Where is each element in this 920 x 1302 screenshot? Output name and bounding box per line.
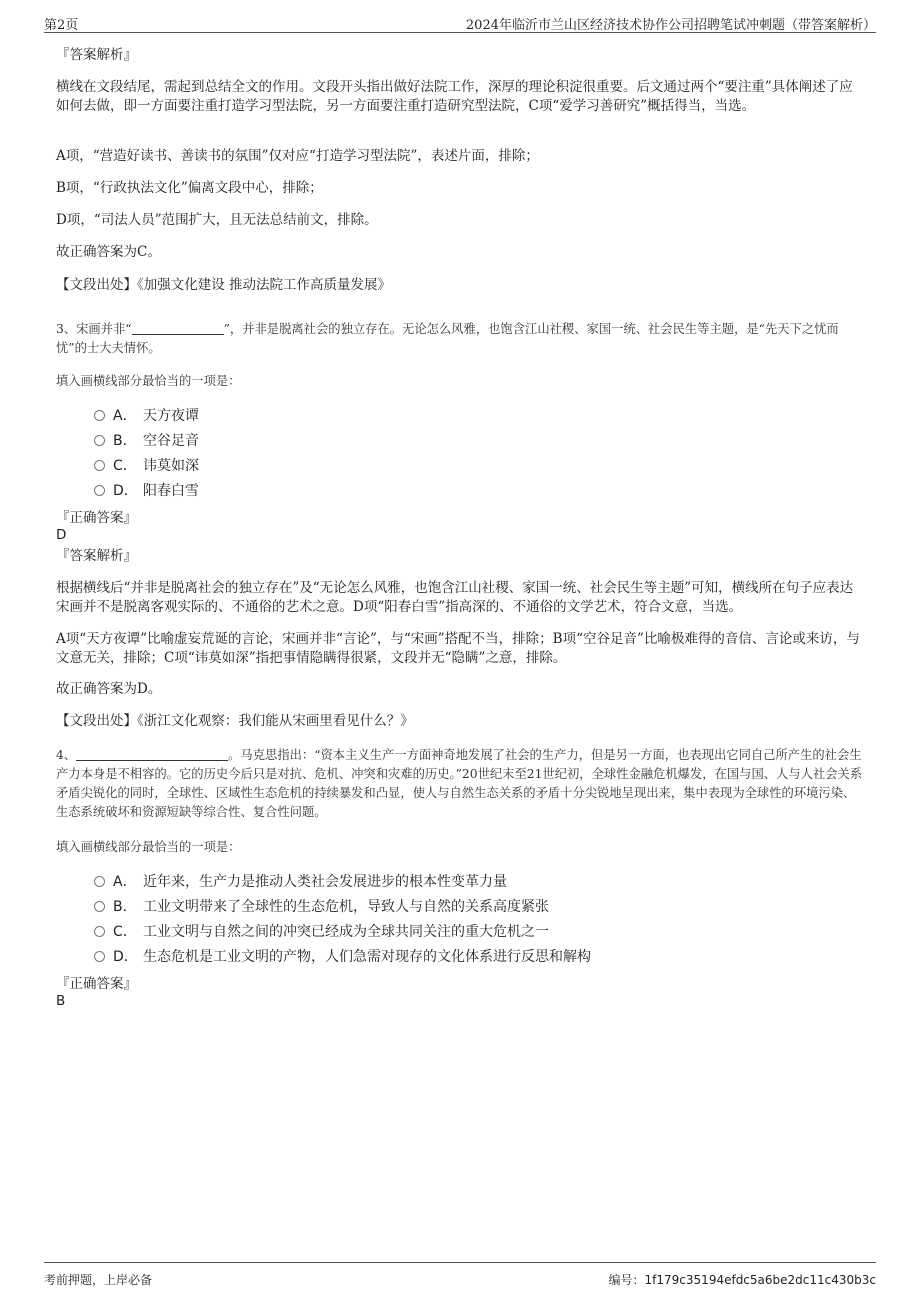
q3-option-a[interactable]: A． 天方夜谭 [94, 406, 199, 426]
q3-correct-label: 『正确答案』 [56, 510, 137, 526]
q3-option-d[interactable]: D． 阳春白雪 [94, 481, 199, 501]
page-header [44, 12, 876, 33]
radio-icon[interactable] [94, 876, 105, 887]
q2-option-d-explanation: D项，“司法人员”范围扩大，且无法总结前文，排除。 [56, 212, 378, 228]
q3-analysis-label: 『答案解析』 [56, 548, 137, 564]
q2-option-b-explanation: B项，“行政执法文化”偏离文段中心，排除； [56, 180, 323, 196]
q2-option-a-explanation: A项，“营造好读书、善读书的氛围”仅对应“打造学习型法院”，表述片面，排除； [56, 148, 539, 164]
radio-icon[interactable] [94, 485, 105, 496]
q4-correct-label: 『正确答案』 [56, 976, 137, 992]
q4-prompt: 填入画横线部分最恰当的一项是： [56, 840, 241, 854]
q2-analysis-label: 『答案解析』 [56, 47, 137, 63]
q4-option-c[interactable]: C． 工业文明与自然之间的冲突已经成为全球共同关注的重大危机之一 [94, 922, 549, 942]
q2-analysis-text: 横线在文段结尾，需起到总结全文的作用。文段开头指出做好法院工作，深厚的理论积淀很重要。后文通过两个“要注重”具体阐述了应如何去做，即一方面要注重打造学习型法院，另一方面要注重打造研究型法院，C项“爱学习善研究”概括得当，当选。 [56, 79, 853, 114]
document-title: 2024年临沂市兰山区经济技术协作公司招聘笔试冲刺题（带答案解析） [465, 18, 876, 33]
q3-other-options: A项“天方夜谭”比喻虚妄荒诞的言论，宋画并非“言论”，与“宋画”搭配不当，排除；B项“空谷足音”比喻极难得的音信、言论或来访，与文意无关，排除；C项“讳莫如深”指把事情隐瞒得很紧，文段并无“隐瞒”之意，排除。 [56, 631, 860, 666]
q3-analysis-text: 根据横线后“并非是脱离社会的独立存在”及“无论怎么风雅，也饱含江山社稷、家国一统、社会民生等主题”可知，横线所在句子应表达宋画并不是脱离客观实际的、不通俗的艺术之意。D项“阳春白雪”指高深的、不通俗的文学艺术，符合文意，当选。 [56, 580, 854, 615]
footer-slogan: 考前押题，上岸必备 [44, 1273, 153, 1287]
q3-stem: 3、宋画并非“ ”，并非是脱离社会的独立存在。无论怎么风雅，也饱含江山社稷、家国一统、社会民生等主题，是“先天下之忧而忧”的士大夫情怀。 [56, 322, 839, 355]
q3-blank [132, 322, 224, 335]
q3-correct-answer: D [56, 527, 67, 543]
radio-icon[interactable] [94, 926, 105, 937]
q4-stem: 4、 。马克思指出：“资本主义生产一方面神奇地发展了社会的生产力，但是另一方面，也表现出它同自己所产生的社会生产力本身是不相容的。它的历史今后只是对抗、危机、冲突和灾难的历史。”20世纪末至21世纪初，全球性金融危机爆发，在国与国、人与人社会关系矛盾尖锐化的同时，全球性、区域性生态危机的持续暴发和凸显，使人与自然生态关系的矛盾十分尖锐地呈现出来，集中表现为全球性的环境污染、生态系统破坏和资源短缺等综合性、复合性问题。 [56, 748, 863, 819]
document-code: 编号：1f179c35194efdc5a6be2dc11c430b3c [608, 1273, 876, 1287]
q3-conclusion: 故正确答案为D。 [56, 681, 162, 697]
q3-source: 【文段出处】《浙江文化观察：我们能从宋画里看见什么？》 [56, 713, 414, 729]
q2-conclusion: 故正确答案为C。 [56, 244, 161, 260]
q3-prompt: 填入画横线部分最恰当的一项是： [56, 374, 241, 388]
q4-blank [76, 748, 228, 761]
q3-option-c[interactable]: C． 讳莫如深 [94, 456, 199, 476]
q4-option-d[interactable]: D． 生态危机是工业文明的产物，人们急需对现存的文化体系进行反思和解构 [94, 947, 591, 967]
q4-option-b[interactable]: B． 工业文明带来了全球性的生态危机，导致人与自然的关系高度紧张 [94, 897, 549, 917]
q4-option-a[interactable]: A． 近年来，生产力是推动人类社会发展进步的根本性变革力量 [94, 872, 507, 892]
q4-correct-answer: B [56, 993, 66, 1009]
radio-icon[interactable] [94, 435, 105, 446]
page-number: 第2页 [44, 18, 79, 33]
radio-icon[interactable] [94, 460, 105, 471]
radio-icon[interactable] [94, 410, 105, 421]
q2-source: 【文段出处】《加强文化建设 推动法院工作高质量发展》 [56, 277, 392, 293]
radio-icon[interactable] [94, 951, 105, 962]
q3-option-b[interactable]: B． 空谷足音 [94, 431, 199, 451]
page-footer [44, 1262, 876, 1289]
radio-icon[interactable] [94, 901, 105, 912]
